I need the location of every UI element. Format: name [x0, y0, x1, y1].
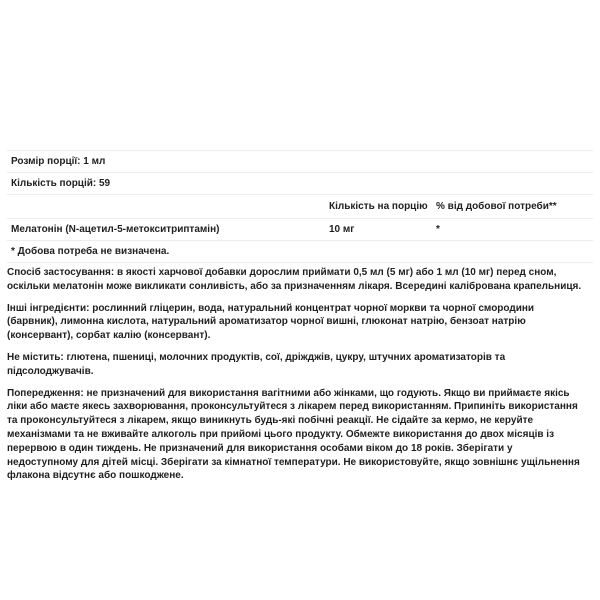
table-row — [7, 218, 593, 240]
ingredient-amount: 10 мг — [329, 224, 355, 235]
product-description — [7, 266, 582, 491]
ingredient-daily-value: * — [436, 224, 440, 235]
footnote: * Добова потреба не визначена. — [11, 246, 170, 257]
warning-paragraph: Попередження: не призначений для використання вагітними або жінками, що годують. Якщо ви приймаєте якісь ліки або маєте якесь захворювання, проконсультуйтеся з лікарем перед використанням. Припиніть використання та проконсультуйтеся з лікарем, якщо виникнуть будь-які побічні реакції. Не сідайте за кермо, не керуйте механізмами та не вживайте алкоголь при прийомі цього продукту. Обмежте використання до двох місяців із перервою в один тиждень. Не призначений для використання особами віком до 18 років. Зберігати у недоступному для дітей місці. Зберігати за кімнатної температури. Не використовуйте, якщо зовнішнє ущільнення флакона відсутнє або пошкоджене. — [7, 387, 580, 482]
servings-count: Кількість порцій: 59 — [11, 178, 111, 189]
supplement-facts-table — [7, 150, 593, 263]
header-amount: Кількість на порцію — [329, 201, 428, 212]
serving-size: Розмір порції: 1 мл — [11, 156, 106, 167]
other-ingredients-paragraph: Інші інгредієнти: рослинний гліцерин, вода, натуральний концентрат чорної моркви та чорної смородини (барвник), лимонна кислота, натуральний ароматизатор чорної вишні, глюконат натрію, бензоат натрію (консервант), сорбат калію (консервант). — [7, 302, 535, 342]
servings-count-row — [7, 172, 593, 194]
serving-size-row — [7, 150, 593, 172]
table-header-row — [7, 194, 593, 218]
free-from-paragraph: Не містить: глютена, пшениці, молочних продуктів, сої, дріжджів, цукру, штучних ароматизаторів та підсолоджувачів. — [7, 351, 506, 377]
header-daily-value: % від добової потреби** — [436, 201, 557, 212]
usage-paragraph: Спосіб застосування: в якості харчової добавки дорослим приймати 0,5 мл (5 мг) або 1 мл (10 мг) перед сном, оскільки мелатонін може викликати сонливість, або за призначенням лікаря. Всередині калібрована крапельниця. — [7, 267, 582, 292]
ingredient-name: Мелатонін (N-ацетил-5-метокситриптамін) — [11, 224, 220, 235]
footnote-row — [7, 240, 593, 263]
